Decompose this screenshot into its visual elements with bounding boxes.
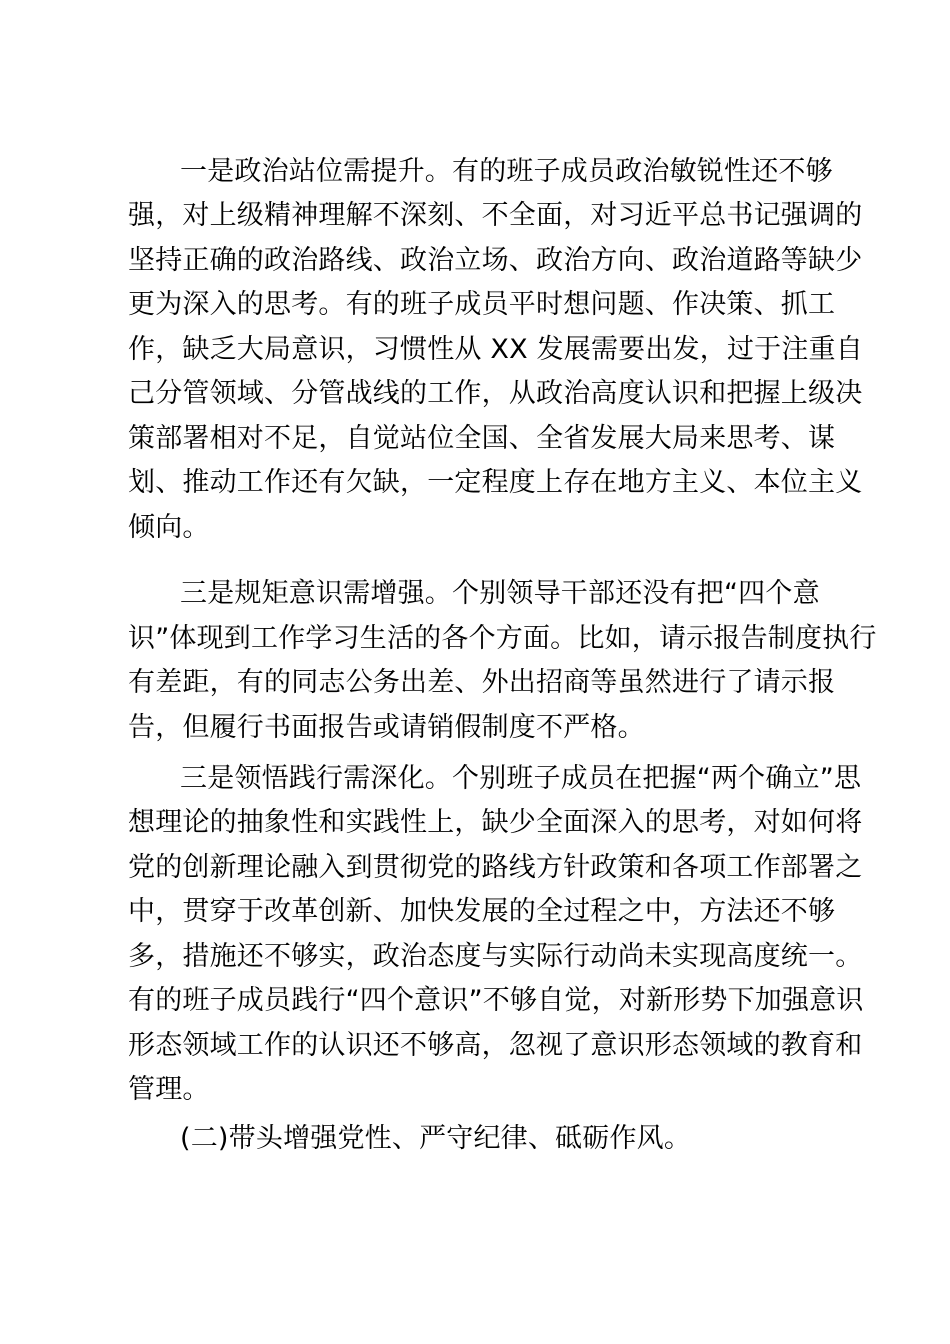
paragraph-politics-line-1: 一是政治站位需提升。有的班子成员政治敏锐性还不够 — [180, 156, 833, 187]
paragraph-practice-line-4: 中，贯穿于改革创新、加快发展的全过程之中，方法还不够 — [128, 896, 836, 927]
paragraph-rules-line-3: 有差距，有的同志公务出差、外出招商等虽然进行了请示报 — [128, 667, 836, 698]
paragraph-politics-line-9: 倾向。 — [128, 512, 210, 543]
paragraph-politics-line-2: 强，对上级精神理解不深刻、不全面，对习近平总书记强调的 — [128, 200, 863, 231]
paragraph-politics-line-5: 作，缺乏大局意识，习惯性从 XX 发展需要出发，过于注重自 — [128, 334, 863, 365]
paragraph-politics-line-4: 更为深入的思考。有的班子成员平时想问题、作决策、抓工 — [128, 289, 836, 320]
paragraph-practice-line-2: 想理论的抽象性和实践性上，缺少全面深入的思考，对如何将 — [128, 807, 863, 838]
paragraph-practice-line-3: 党的创新理论融入到贯彻党的路线方针政策和各项工作部署之 — [128, 852, 863, 883]
paragraph-practice-line-5: 多，措施还不够实，政治态度与实际行动尚未实现高度统一。 — [128, 941, 863, 972]
paragraph-rules-line-4: 告，但履行书面报告或请销假制度不严格。 — [128, 712, 645, 743]
paragraph-rules-line-2: 识”体现到工作学习生活的各个方面。比如，请示报告制度执行 — [128, 623, 877, 654]
paragraph-practice-line-6: 有的班子成员践行“四个意识”不够自觉，对新形势下加强意识 — [128, 985, 864, 1016]
paragraph-politics-line-8: 划、推动工作还有欠缺，一定程度上存在地方主义、本位主义 — [128, 467, 863, 498]
paragraph-practice-line-8: 管理。 — [128, 1074, 210, 1105]
paragraph-rules-line-1: 三是规矩意识需增强。个别领导干部还没有把“四个意 — [180, 578, 820, 609]
paragraph-practice-line-1: 三是领悟践行需深化。个别班子成员在把握“两个确立”思 — [180, 763, 862, 794]
paragraph-practice-line-7: 形态领域工作的认识还不够高，忽视了意识形态领域的教育和 — [128, 1030, 863, 1061]
paragraph-politics-line-7: 策部署相对不足，自觉站位全国、全省发展大局来思考、谋 — [128, 423, 836, 454]
paragraph-politics-line-6: 己分管领域、分管战线的工作，从政治高度认识和把握上级决 — [128, 378, 863, 409]
section-heading: (二)带头增强党性、严守纪律、砥砺作风。 — [180, 1123, 692, 1154]
paragraph-politics-line-3: 坚持正确的政治路线、政治立场、政治方向、政治道路等缺少 — [128, 245, 863, 276]
